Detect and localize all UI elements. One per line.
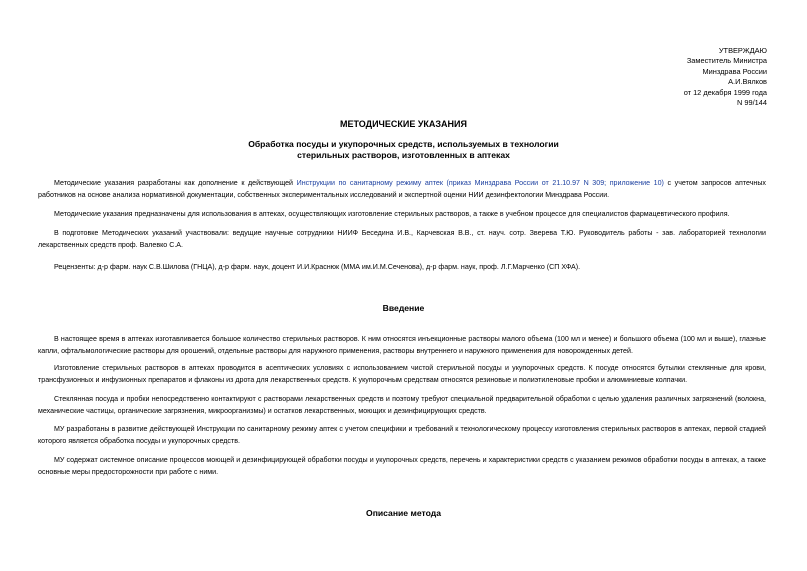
document-title: МЕТОДИЧЕСКИЕ УКАЗАНИЯ bbox=[340, 119, 467, 129]
paragraph-section-3: Стеклянная посуда и пробки непосредственно контактируют с растворами лекарственных средств и поэтому требуют специальной предварительной обработки с целью удаления различных загрязнений (волокна, механические частицы, органические загрязнения, микроорганизмы) и остатков лекарственных, моющих и дезинфицирующих средств. bbox=[38, 395, 766, 415]
subtitle-line: Обработка посуды и укупорочных средств, используемых в технологии bbox=[248, 139, 559, 149]
approval-line: N 99/144 bbox=[737, 98, 767, 108]
paragraph-section-2: Изготовление стерильных растворов в аптеках проводится в асептических условиях с использованием чистой стерильной посуды и укупорочных средств. К посуде относятся бутылки стеклянные для крови, трансфузионных и инфузионных препаратов и флаконы из дрота для лекарственных средств. К укупорочным средствам относятся резиновые и полиэтиленовые пробки и алюминиевые колпачки. bbox=[38, 364, 766, 384]
paragraph-text: Методические указания разработаны как дополнение к действующей bbox=[54, 179, 297, 187]
approval-line: Заместитель Министра bbox=[686, 56, 767, 66]
instruction-link[interactable]: Инструкции по санитарному режиму аптек (приказ Минздрава России от 21.10.97 N 309; приложение 10) bbox=[296, 179, 664, 187]
paragraph-section-4: МУ разработаны в развитие действующей Инструкции по санитарному режиму аптек с учетом специфики и требований к технологическому процессу изготовления стерильных растворов в аптеках, первой стадией которого является обработка посуды и укупорочных средств. bbox=[38, 425, 766, 445]
document-subtitle bbox=[0, 139, 807, 161]
approval-line: А.И.Вялков bbox=[728, 77, 767, 87]
subtitle-line: стерильных растворов, изготовленных в аптеках bbox=[297, 150, 510, 160]
heading-introduction: Введение bbox=[382, 303, 425, 313]
paragraph-text: с учетом запросов аптечных работников на основе анализа нормативной документации, собственных экспериментальных исследований и экспертной оценки НИИ дезинфектологии Минздрава России. bbox=[38, 179, 766, 199]
heading-method: Описание метода bbox=[366, 508, 441, 518]
paragraph-section-1: В настоящее время в аптеках изготавливается большое количество стерильных растворов. К ним относятся инъекционные растворы малого объема (100 мл и менее) и большого объема (100 мл и выше), глазные капли, офтальмологические растворы для орошений, отдельные растворы для наружного применения, растворы внутреннего и наружного применения для новорожденных детей. bbox=[38, 335, 766, 355]
paragraph-section-5: МУ содержат системное описание процессов моющей и дезинфицирующей обработки посуды и укупорочных средств, перечень и характеристики средств с указанием режимов обработки посуды в аптеках, а также основные меры предосторожности при работе с ними. bbox=[38, 456, 766, 476]
approval-line: Минздрава России bbox=[702, 66, 767, 76]
approval-block bbox=[684, 46, 767, 108]
paragraph-intro-3: В подготовке Методических указаний участвовали: ведущие научные сотрудники НИИФ Беседина И.В., Карчевская В.В., ст. науч. сотр. Зверева Т.Ю. Руководитель работы - зав. лабораторией технологии лекарственных средств проф. Валевко С.А. bbox=[38, 229, 766, 249]
paragraph-reviewers: Рецензенты: д-р фарм. наук С.В.Шилова (ГНЦА), д-р фарм. наук, доцент И.И.Краснюк (ММА им.И.М.Сеченова), д-р фарм. наук, проф. Л.Г.Марченко (СП ХФА). bbox=[54, 263, 581, 271]
approval-line: УТВЕРЖДАЮ bbox=[718, 46, 767, 55]
paragraph-intro-2: Методические указания предназначены для использования в аптеках, осуществляющих изготовление стерильных растворов, а также в учебном процессе для специалистов фармацевтического профиля. bbox=[54, 210, 730, 218]
paragraph-intro-1 bbox=[38, 178, 766, 201]
approval-line: от 12 декабря 1999 года bbox=[683, 87, 767, 97]
